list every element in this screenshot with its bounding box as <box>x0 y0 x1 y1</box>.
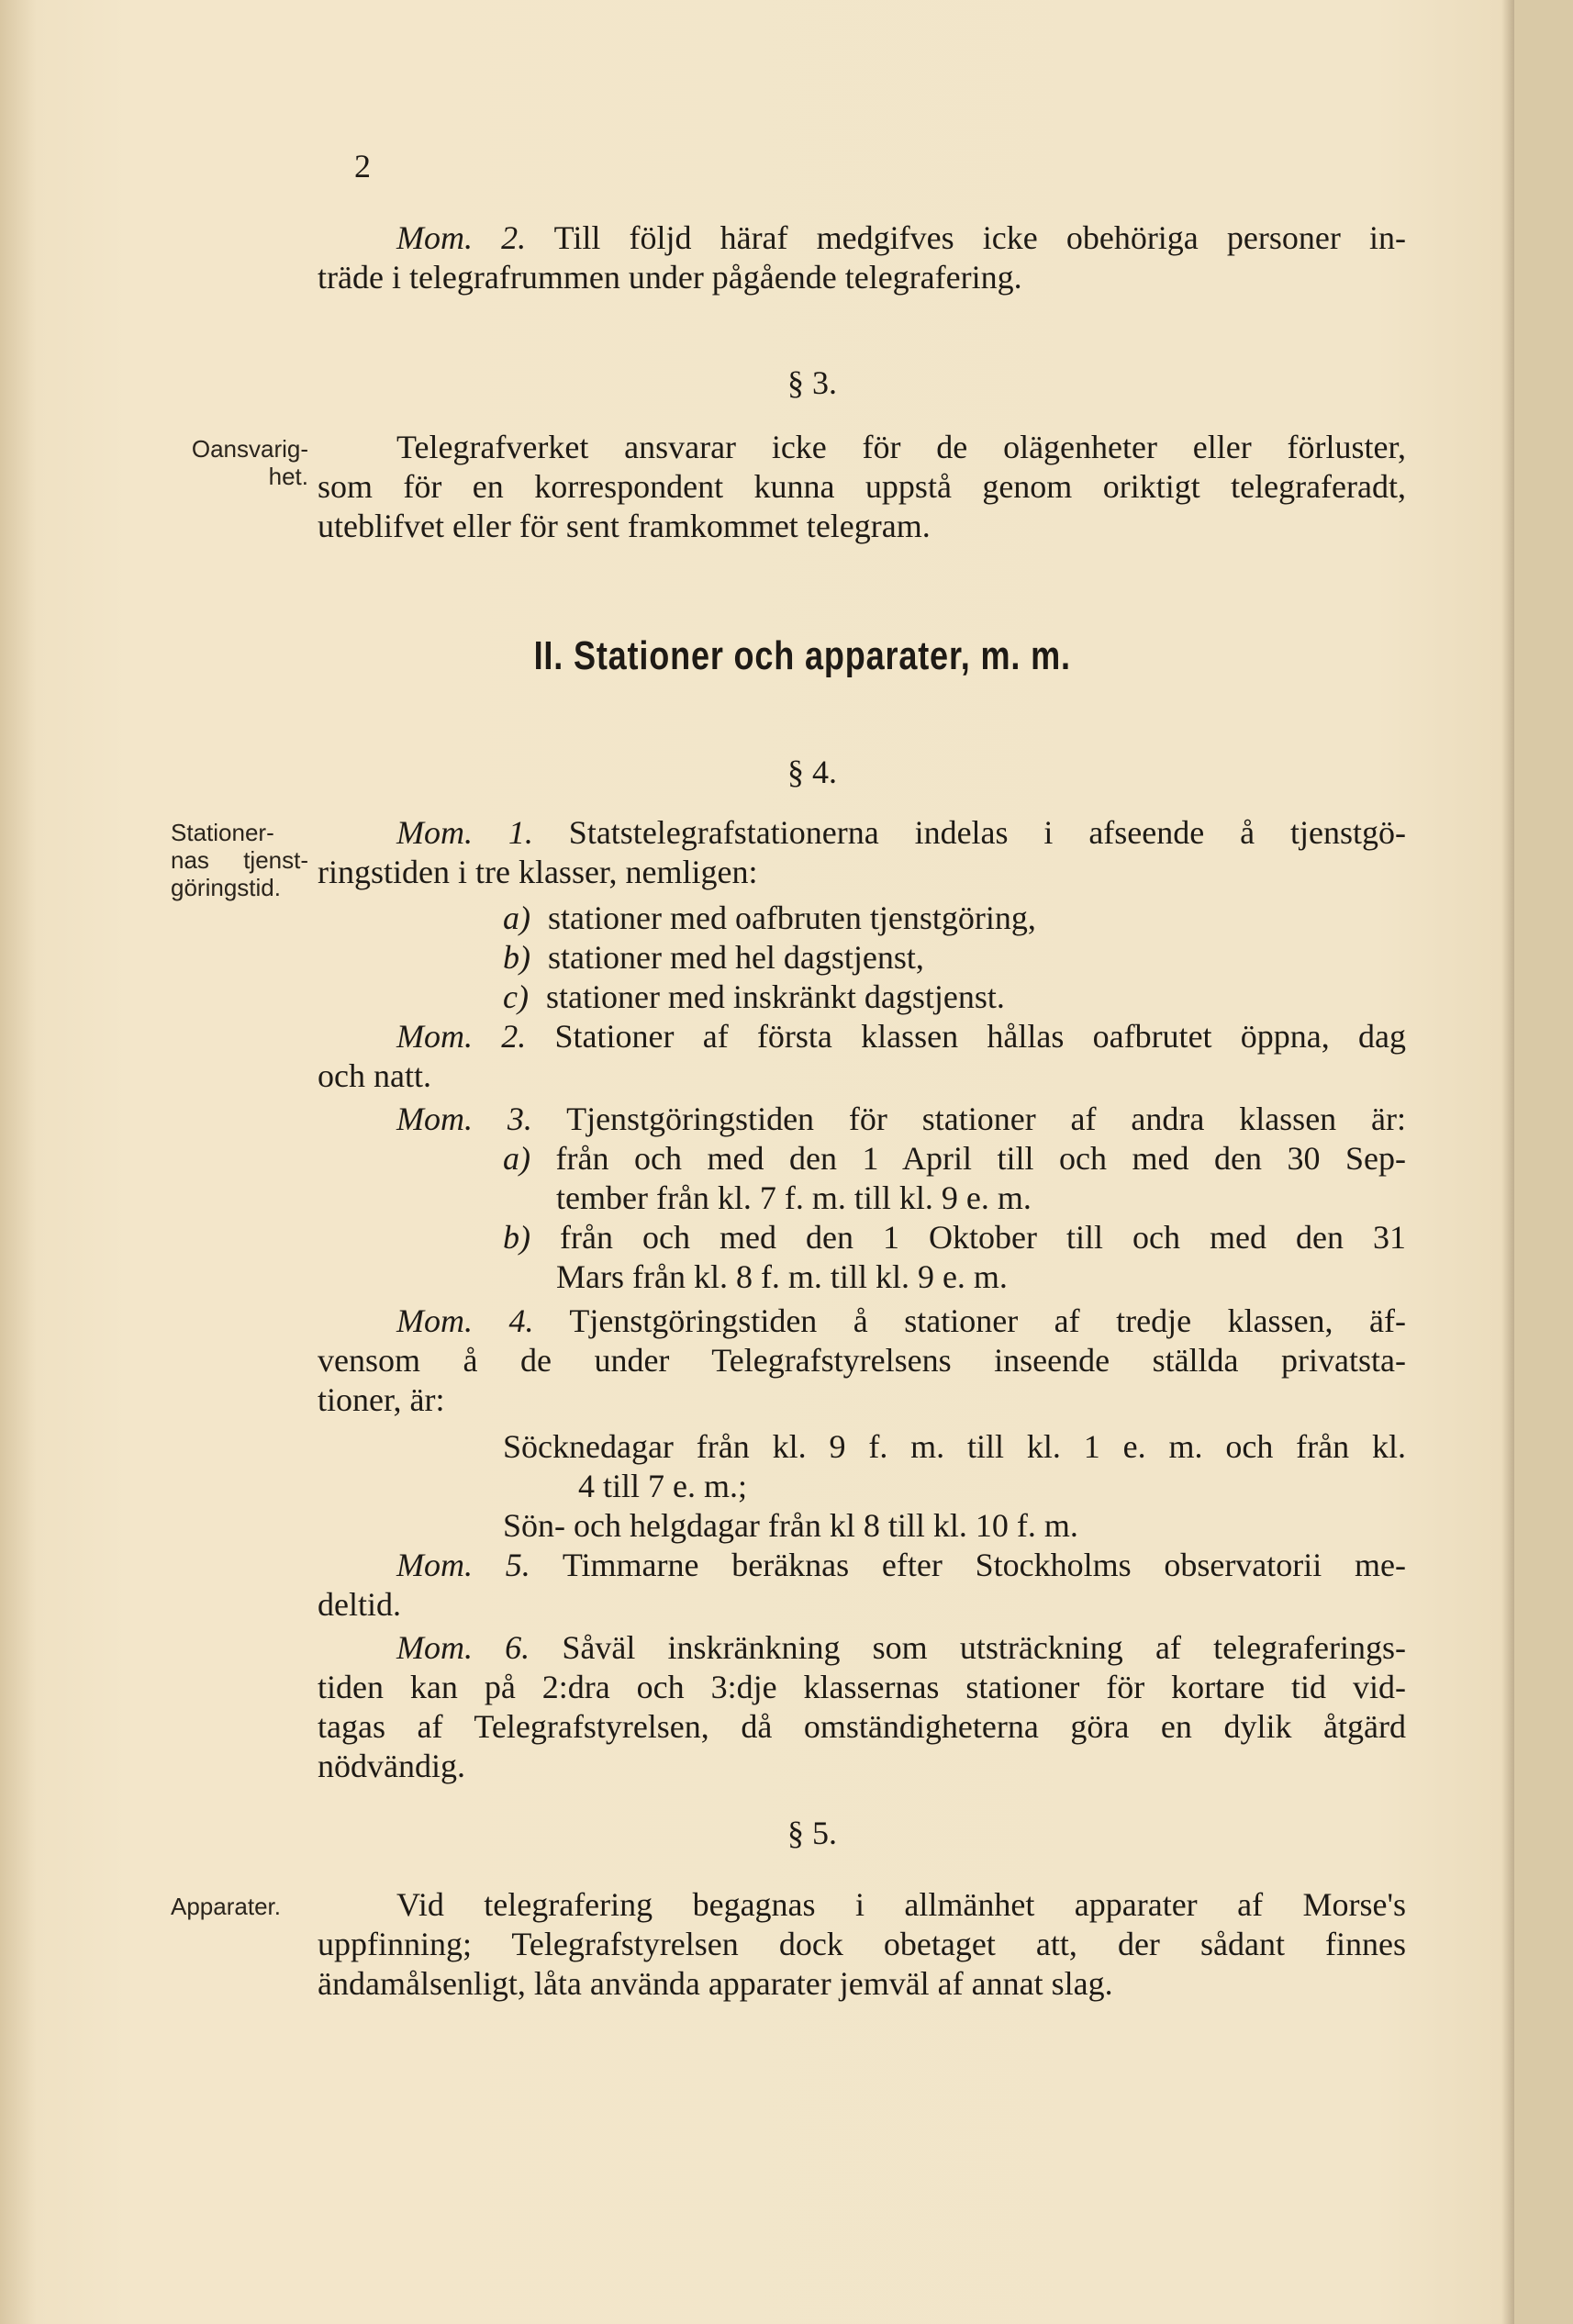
margin-line: göringstid. <box>171 874 281 901</box>
item-text: stationer med inskränkt dagstjenst. <box>545 978 1005 1015</box>
mom1-line1 <box>396 813 1406 853</box>
mom3-item-b-line1 <box>503 1218 1406 1257</box>
mom6-line3: tagas af Telegrafstyrelsen, då omständigheterna göra en dylik åtgärd <box>318 1708 1406 1745</box>
mom5-line1 <box>396 1546 1406 1585</box>
item-text: från och med den 1 Oktober till och med den 31 <box>560 1219 1407 1256</box>
margin-line: nas tjenst- <box>171 846 308 874</box>
margin-note-tjenstgoringstid <box>171 819 308 901</box>
mom6-line4: nödvändig. <box>318 1748 465 1784</box>
text-line: Tjenstgöringstiden för stationer af andra klassen är: <box>566 1101 1406 1137</box>
mom4-line3: tioner, är: <box>318 1381 445 1418</box>
mom3-line1 <box>396 1100 1406 1139</box>
item-mark: b) <box>503 939 530 976</box>
text-line: Stationer af första klassen hållas oafbrutet öppna, dag <box>554 1018 1406 1055</box>
sec5-line1: Vid telegrafering begagnas i allmänhet apparater af Morse's <box>396 1886 1406 1923</box>
paragraph-mark-3: § 3. <box>787 364 837 401</box>
mom-label: Mom. 3. <box>396 1101 532 1137</box>
mom4-line2: vensom å de under Telegrafstyrelsens inseende ställda privatsta- <box>318 1342 1406 1379</box>
text-line: Såväl inskränkning som utsträckning af telegraferings- <box>562 1629 1406 1666</box>
text-line: Tjenstgöringstiden å stationer af tredje klassen, äf- <box>569 1302 1406 1339</box>
sec5-line2: uppfinning; Telegrafstyrelsen dock obetaget att, der sådant finnes <box>318 1926 1406 1962</box>
mom-label: Mom. 2. <box>396 219 527 256</box>
item-mark: a) <box>503 1140 530 1177</box>
text-line: Timmarne beräknas efter Stockholms observatorii me- <box>562 1547 1406 1583</box>
paragraph-mark-4: § 4. <box>787 754 837 790</box>
paragraph-mark-5: § 5. <box>787 1815 837 1851</box>
mom4-sunday-line: Sön- och helgdagar från kl 8 till kl. 10 f. m. <box>503 1507 1078 1544</box>
sec3-line2: som för en korrespondent kunna uppstå genom oriktigt telegraferadt, <box>318 468 1406 505</box>
mom1-item-c <box>503 978 1005 1017</box>
mom4-line1 <box>396 1302 1406 1341</box>
item-mark: c) <box>503 978 529 1015</box>
mom2-line2: och natt. <box>318 1057 431 1094</box>
section-heading: II. Stationer och apparater, m. m. <box>533 633 1071 678</box>
mom2-line1 <box>396 1017 1406 1056</box>
item-text: från och med den 1 April till och med den 30 Sep- <box>555 1140 1406 1177</box>
margin-note-apparater: Apparater. <box>171 1893 281 1920</box>
sec3-line1: Telegrafverket ansvarar icke för de olägenheter eller förluster, <box>396 429 1406 465</box>
mom3-item-a-line2: tember från kl. 7 f. m. till kl. 9 e. m. <box>556 1179 1032 1216</box>
sec5-line3: ändamålsenligt, låta använda apparater jemväl af annat slag. <box>318 1965 1113 2002</box>
mom-label: Mom. 2. <box>396 1018 527 1055</box>
item-mark: a) <box>503 899 530 936</box>
mom-label: Mom. 5. <box>396 1547 530 1583</box>
page-number: 2 <box>354 148 371 184</box>
mom4-weekday-line2: 4 till 7 e. m.; <box>578 1468 747 1504</box>
mom1-item-b <box>503 938 924 978</box>
mom6-line1 <box>396 1628 1406 1668</box>
mom4-weekday-line1: Söcknedagar från kl. 9 f. m. till kl. 1 e. m. och från kl. <box>503 1428 1406 1465</box>
mom-label: Mom. 4. <box>396 1302 534 1339</box>
mom3-item-b-line2: Mars från kl. 8 f. m. till kl. 9 e. m. <box>556 1258 1008 1295</box>
mom1-item-a <box>503 899 1036 938</box>
mom-label: Mom. 1. <box>396 814 533 851</box>
text-line: Statstelegrafstationerna indelas i afseende å tjenstgö- <box>568 814 1406 851</box>
mom-label: Mom. 6. <box>396 1629 530 1666</box>
item-text: stationer med hel dagstjenst, <box>548 939 924 976</box>
margin-line: het. <box>268 463 308 490</box>
sec3-line3: uteblifvet eller för sent framkommet telegram. <box>318 508 931 544</box>
item-text: stationer med oafbruten tjenstgöring, <box>548 899 1036 936</box>
item-mark: b) <box>503 1219 530 1256</box>
margin-line: Oansvarig- <box>191 435 308 463</box>
text-line: Till följd häraf medgifves icke obehöriga personer in- <box>553 219 1406 256</box>
mom6-line2: tiden kan på 2:dra och 3:dje klassernas stationer för kortare tid vid- <box>318 1669 1406 1705</box>
mom1-line2: ringstiden i tre klasser, nemligen: <box>318 854 758 890</box>
sec2-line1 <box>396 218 1406 258</box>
margin-note-oansvarighet <box>171 435 308 490</box>
margin-line: Stationer- <box>171 819 274 846</box>
sec2-line2: träde i telegrafrummen under pågående telegrafering. <box>318 259 1022 296</box>
mom5-line2: deltid. <box>318 1586 401 1623</box>
mom3-item-a-line1 <box>503 1139 1406 1179</box>
